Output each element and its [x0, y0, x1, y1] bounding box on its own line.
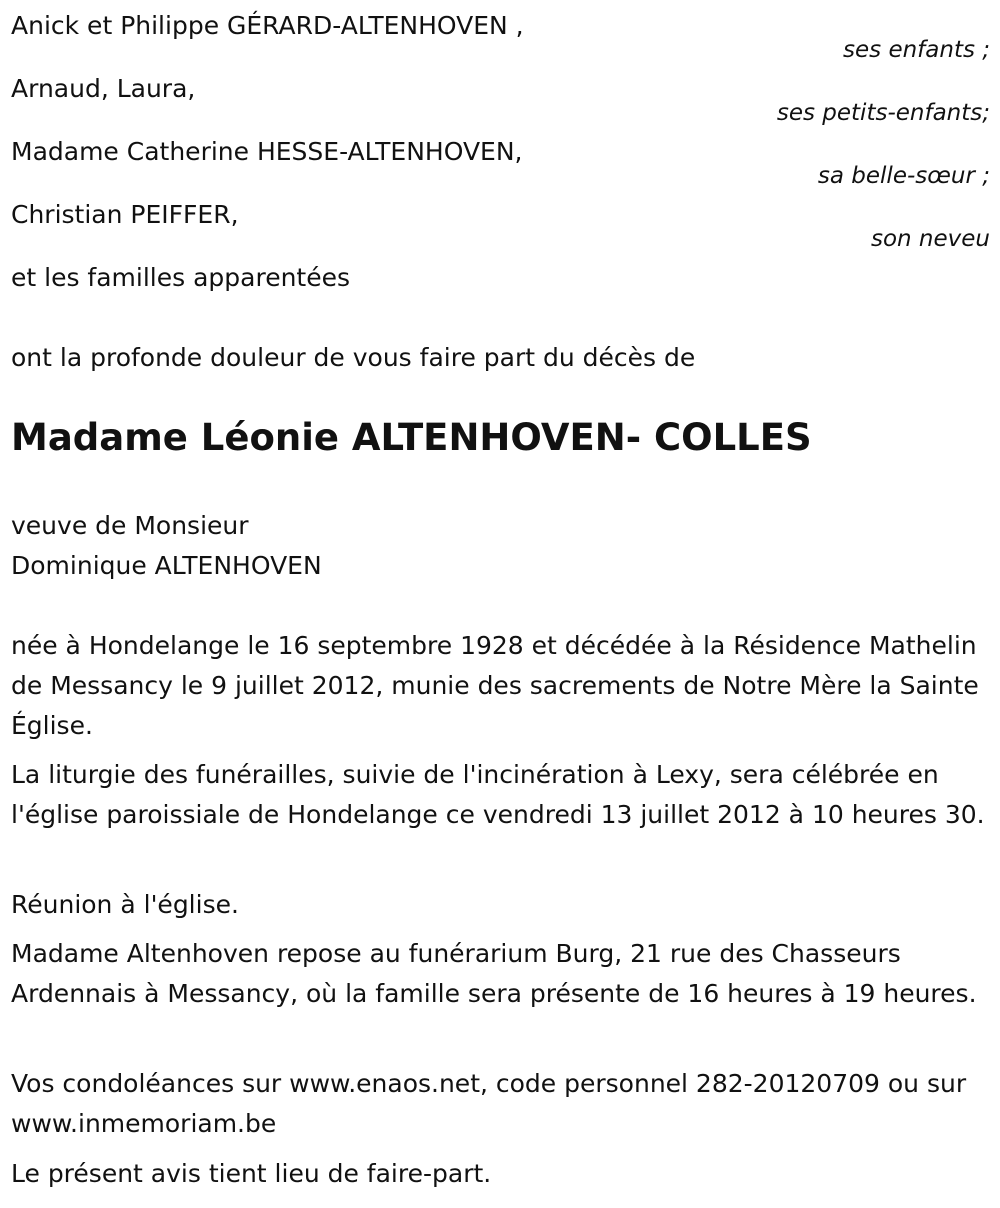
deceased-name: Madame Léonie ALTENHOVEN- COLLES	[11, 416, 812, 459]
related-families: et les familles apparentées	[11, 263, 351, 292]
closing-paragraph: Le présent avis tient lieu de faire-part.	[11, 1159, 492, 1188]
mourner-nephew-relation: son neveu	[870, 226, 990, 252]
mourner-sister-in-law-relation: sa belle-sœur ;	[817, 163, 990, 189]
mourner-grandchildren-name: Arnaud, Laura,	[11, 74, 196, 103]
widow-line-2: Dominique ALTENHOVEN	[11, 551, 322, 580]
mourner-sister-in-law-name: Madame Catherine HESSE-ALTENHOVEN,	[11, 137, 523, 166]
funerarium-paragraph: Madame Altenhoven repose au funérarium Burg, 21 rue des Chasseurs Ardennais à Messancy, où la famille sera présente de 16 heures à 19 heures.	[11, 939, 977, 1008]
funeral-paragraph: La liturgie des funérailles, suivie de l'incinération à Lexy, sera célébrée en l'église paroissiale de Hondelange ce vendredi 13 juillet 2012 à 10 heures 30.	[11, 760, 985, 829]
widow-line-1: veuve de Monsieur	[11, 511, 249, 540]
birth-death-paragraph: née à Hondelange le 16 septembre 1928 et décédée à la Résidence Mathelin de Messancy le 9 juillet 2012, munie des sacrements de Notre Mère la Sainte Église.	[11, 631, 979, 740]
mourner-children-relation: ses enfants ;	[843, 37, 990, 63]
condolences-paragraph: Vos condoléances sur www.enaos.net, code personnel 282-20120709 ou sur www.inmemoriam.be	[11, 1069, 967, 1138]
mourner-grandchildren-relation: ses petits-enfants;	[776, 100, 990, 126]
mourner-children-name: Anick et Philippe GÉRARD-ALTENHOVEN ,	[11, 11, 524, 40]
meeting-paragraph: Réunion à l'église.	[11, 890, 239, 919]
announcement-text: ont la profonde douleur de vous faire part du décès de	[11, 343, 696, 372]
mourner-nephew-name: Christian PEIFFER,	[11, 200, 239, 229]
